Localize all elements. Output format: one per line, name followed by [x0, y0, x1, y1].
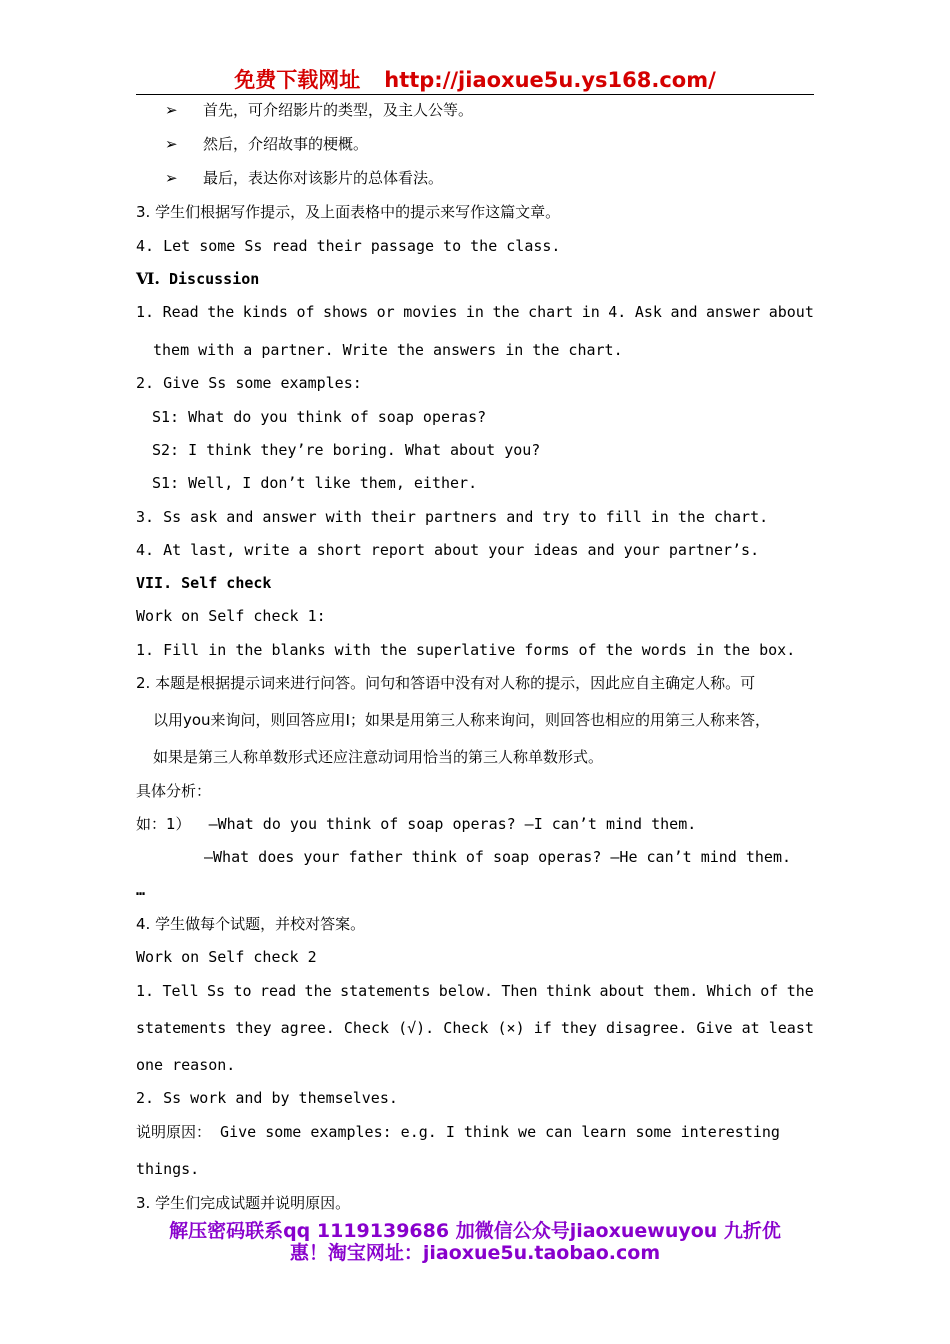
self-check-2-item-1b: statements they agree. Check (√). Check (×) if they disagree. Give at least [136, 1019, 814, 1037]
example-2: —What does your father think of soap operas? —He can’t mind them. [204, 848, 791, 866]
self-check-1-item-4: 4. 学生做每个试题，并校对答案。 [136, 915, 366, 933]
page-header [136, 66, 814, 95]
step-4: 4. Let some Ss read their passage to the class. [136, 237, 561, 255]
self-check-2-title: Work on Self check 2 [136, 948, 317, 966]
dialogue-s1a: S1: What do you think of soap operas? [152, 408, 487, 426]
self-check-1-item-2a: 2. 本题是根据提示词来进行问答。问句和答语中没有对人称的提示，因此应自主确定人称。可 [136, 674, 756, 692]
footer-line-2: 惠！淘宝网址：jiaoxue5u.taobao.com [289, 1242, 661, 1264]
arrow-bullet-icon: ➢ [165, 101, 178, 119]
bullet-item-1: ➢ 首先，可介绍影片的类型，及主人公等。 [165, 101, 474, 119]
discussion-1b: them with a partner. Write the answers in the chart. [153, 341, 623, 359]
self-check-2-item-1c: one reason. [136, 1056, 236, 1074]
discussion-4: 4. At last, write a short report about your ideas and your partner’s. [136, 541, 760, 559]
self-check-1-item-2c: 如果是第三人称单数形式还应注意动词用恰当的第三人称单数形式。 [153, 748, 604, 766]
section-6-number: Ⅵ. [136, 269, 160, 288]
bullet-item-2: ➢ 然后，介绍故事的梗概。 [165, 135, 369, 153]
example-1 [136, 814, 696, 834]
ellipsis: … [136, 881, 146, 899]
section-7-heading: VII. Self check [136, 574, 272, 592]
self-check-2-item-3: 3. 学生们完成试题并说明原因。 [136, 1194, 351, 1212]
footer-line-1: 解压密码联系qq 1119139686 加微信公众号jiaoxuewuyou 九折优 [169, 1220, 781, 1242]
self-check-1-title: Work on Self check 1: [136, 607, 326, 625]
example-prefix: 如：1） [136, 815, 191, 833]
self-check-1-item-1: 1. Fill in the blanks with the superlative forms of the words in the box. [136, 641, 796, 659]
self-check-2-item-2: 2. Ss work and by themselves. [136, 1089, 398, 1107]
step-3: 3. 学生们根据写作提示，及上面表格中的提示来写作这篇文章。 [136, 203, 561, 221]
dialogue-s2: S2: I think they’re boring. What about you? [152, 441, 541, 459]
section-6-heading [136, 269, 259, 289]
dialogue-s1b: S1: Well, I don’t like them, either. [152, 474, 478, 492]
header-url[interactable]: http://jiaoxue5u.ys168.com/ [384, 68, 716, 92]
discussion-1a: 1. Read the kinds of shows or movies in the chart in 4. Ask and answer about [136, 303, 814, 321]
arrow-bullet-icon: ➢ [165, 169, 178, 187]
self-check-1-item-2b: 以用you来询问，则回答应用I；如果是用第三人称来询问，则回答也相应的用第三人称来答， [153, 711, 770, 729]
reason-line [136, 1122, 780, 1142]
discussion-3: 3. Ss ask and answer with their partners and try to fill in the chart. [136, 508, 769, 526]
example-1-text: —What do you think of soap operas? —I can’t mind them. [208, 815, 697, 833]
reason-label: 说明原因： [136, 1123, 212, 1141]
self-check-2-item-1a: 1. Tell Ss to read the statements below. Then think about them. Which of the [136, 982, 814, 1000]
analysis-label: 具体分析： [136, 782, 212, 800]
reason-end: things. [136, 1160, 200, 1178]
bullet-item-3: ➢ 最后，表达你对该影片的总体看法。 [165, 169, 444, 187]
reason-text: Give some examples: e.g. I think we can learn some interesting [220, 1123, 780, 1141]
section-6-title: Discussion [169, 270, 260, 288]
header-label: 免费下载网址 [234, 68, 361, 92]
arrow-bullet-icon: ➢ [165, 135, 178, 153]
discussion-2: 2. Give Ss some examples: [136, 374, 362, 392]
